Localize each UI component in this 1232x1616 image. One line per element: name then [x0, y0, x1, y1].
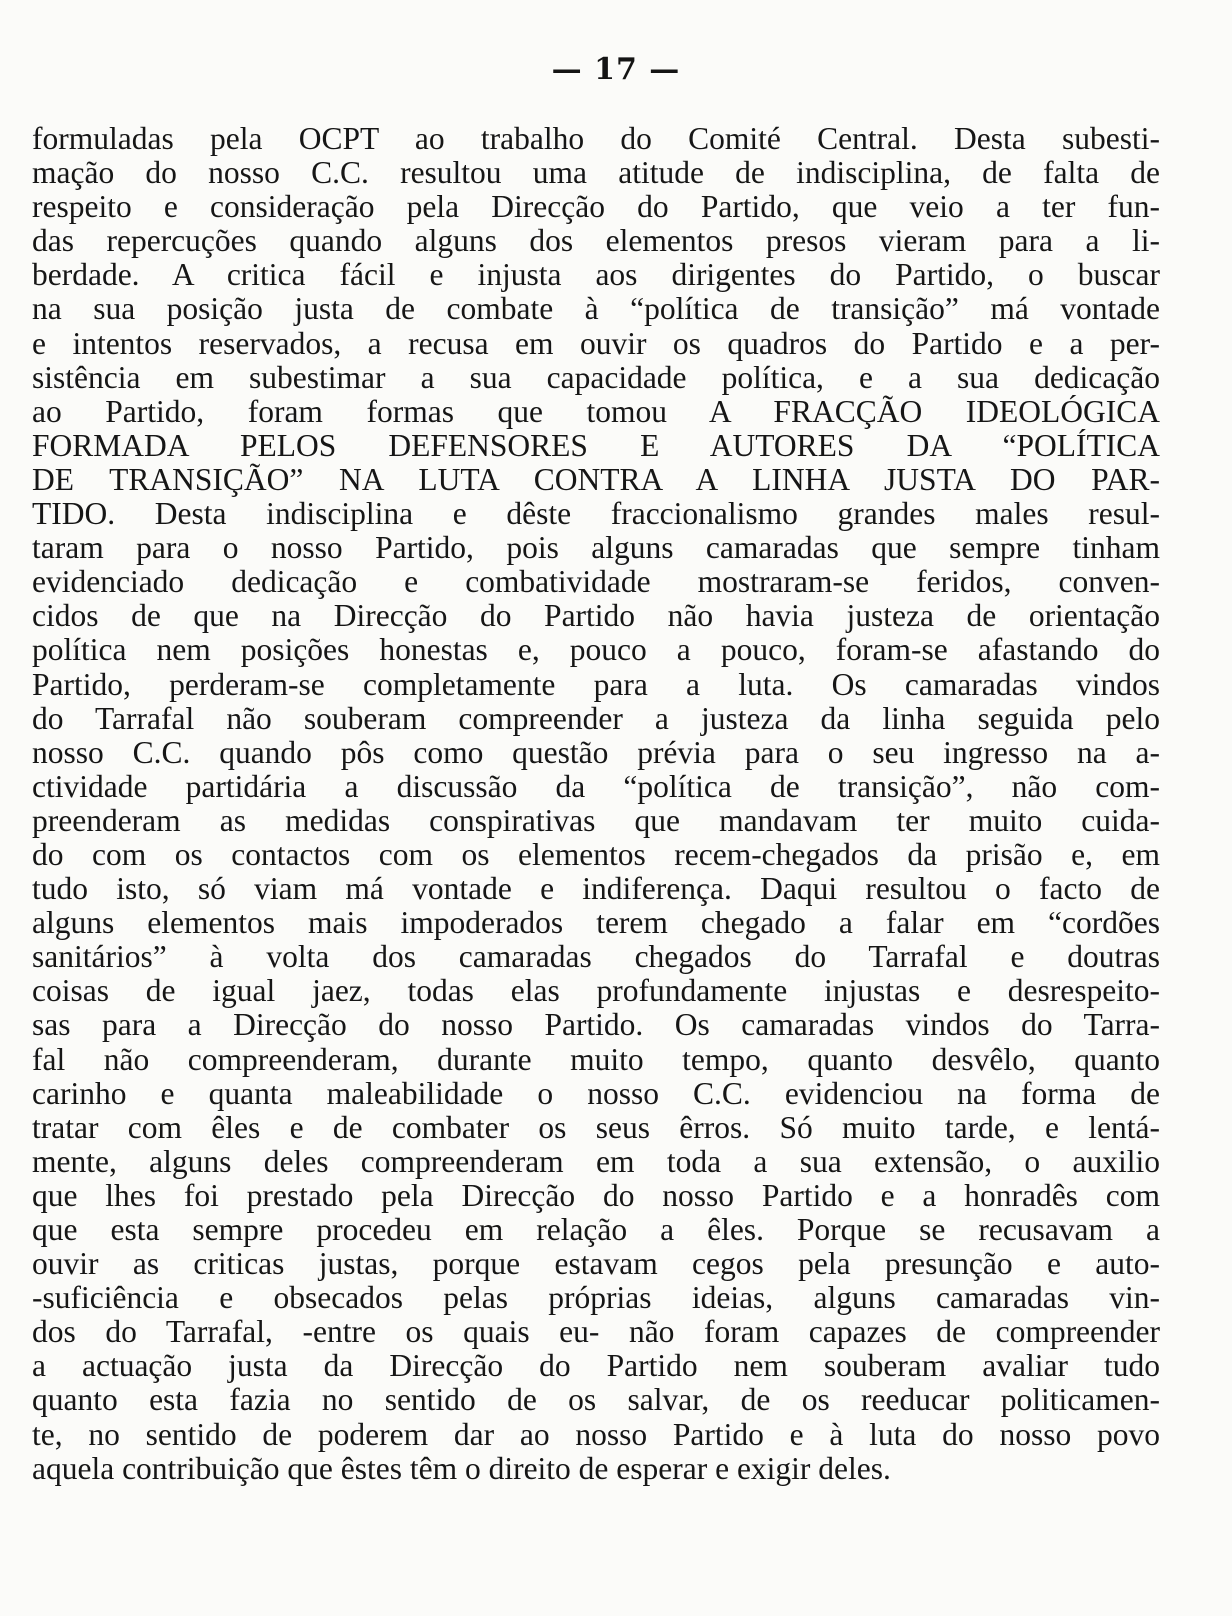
text-line: dos do Tarrafal, -entre os quais eu- não foram capazes de compreender [32, 1315, 1160, 1350]
text-line: sanitários” à volta dos camaradas chegados do Tarrafal e doutras [32, 940, 1160, 975]
text-line: alguns elementos mais impoderados terem chegado a falar em “cordões [32, 906, 1160, 941]
text-line: política nem posições honestas e, pouco a pouco, foram-se afastando do [32, 633, 1160, 668]
text-line: sas para a Direcção do nosso Partido. Os camaradas vindos do Tarra- [32, 1008, 1160, 1043]
page-number: — 17 — [551, 52, 681, 87]
text-line: FORMADA PELOS DEFENSORES E AUTORES DA “POLÍTICA [32, 428, 1160, 463]
text-line: cidos de que na Direcção do Partido não havia justeza de orientação [32, 599, 1160, 634]
text-line: mente, alguns deles compreenderam em toda a sua extensão, o auxilio [32, 1144, 1160, 1179]
text-line: tratar com êles e de combater os seus êrros. Só muito tarde, e lentá- [32, 1110, 1160, 1145]
text-line: a actuação justa da Direcção do Partido nem souberam avaliar tudo [32, 1349, 1160, 1384]
text-line: DE TRANSIÇÃO” NA LUTA CONTRA A LINHA JUSTA DO PAR- [32, 462, 1160, 497]
text-line: tudo isto, só viam má vontade e indiferença. Daqui resultou o facto de [32, 872, 1160, 907]
text-line: aquela contribuição que êstes têm o direito de esperar e exigir deles. [32, 1451, 891, 1486]
text-line: carinho e quanta maleabilidade o nosso C.C. evidenciou na forma de [32, 1076, 1160, 1111]
text-line: sistência em subestimar a sua capacidade política, e a sua dedicação [32, 360, 1160, 395]
text-line: e intentos reservados, a recusa em ouvir os quadros do Partido e a per- [32, 326, 1160, 361]
text-line: coisas de igual jaez, todas elas profundamente injustas e desrespeito- [32, 974, 1160, 1009]
text-line: ctividade partidária a discussão da “política de transição”, não com- [32, 769, 1160, 804]
text-line: formuladas pela OCPT ao trabalho do Comité Central. Desta subesti- [32, 122, 1160, 156]
text-line: ao Partido, foram formas que tomou A FRACÇÃO IDEOLÓGICA [32, 394, 1160, 429]
body-text [32, 122, 1160, 1486]
text-line: ouvir as criticas justas, porque estavam cegos pela presunção e auto- [32, 1247, 1160, 1282]
text-line: evidenciado dedicação e combatividade mostraram-se feridos, conven- [32, 565, 1160, 600]
text-line: das repercuções quando alguns dos elementos presos vieram para a li- [32, 224, 1160, 259]
text-line: que lhes foi prestado pela Direcção do nosso Partido e a honradês com [32, 1178, 1160, 1213]
text-line: TIDO. Desta indisciplina e dêste fraccionalismo grandes males resul- [32, 497, 1160, 532]
text-line: quanto esta fazia no sentido de os salvar, de os reeducar politicamen- [32, 1383, 1160, 1418]
text-line: mação do nosso C.C. resultou uma atitude de indisciplina, de falta de [32, 156, 1160, 191]
text-line: do Tarrafal não souberam compreender a justeza da linha seguida pelo [32, 701, 1160, 736]
text-line: na sua posição justa de combate à “política de transição” má vontade [32, 292, 1160, 327]
text-line: fal não compreenderam, durante muito tempo, quanto desvêlo, quanto [32, 1042, 1160, 1077]
text-line: te, no sentido de poderem dar ao nosso Partido e à luta do nosso povo [32, 1417, 1160, 1452]
text-line: Partido, perderam-se completamente para a luta. Os camaradas vindos [32, 667, 1160, 702]
text-line: taram para o nosso Partido, pois alguns camaradas que sempre tinham [32, 531, 1160, 566]
text-line: preenderam as medidas conspirativas que mandavam ter muito cuida- [32, 803, 1160, 838]
text-line: berdade. A critica fácil e injusta aos dirigentes do Partido, o buscar [32, 258, 1160, 293]
text-line: nosso C.C. quando pôs como questão prévia para o seu ingresso na a- [32, 735, 1160, 770]
text-line: -suficiência e obsecados pelas próprias ideias, alguns camaradas vin- [32, 1281, 1160, 1316]
text-line: respeito e consideração pela Direcção do Partido, que veio a ter fun- [32, 190, 1160, 225]
text-line: que esta sempre procedeu em relação a êles. Porque se recusavam a [32, 1213, 1160, 1247]
text-line: do com os contactos com os elementos recem-chegados da prisão e, em [32, 837, 1160, 872]
